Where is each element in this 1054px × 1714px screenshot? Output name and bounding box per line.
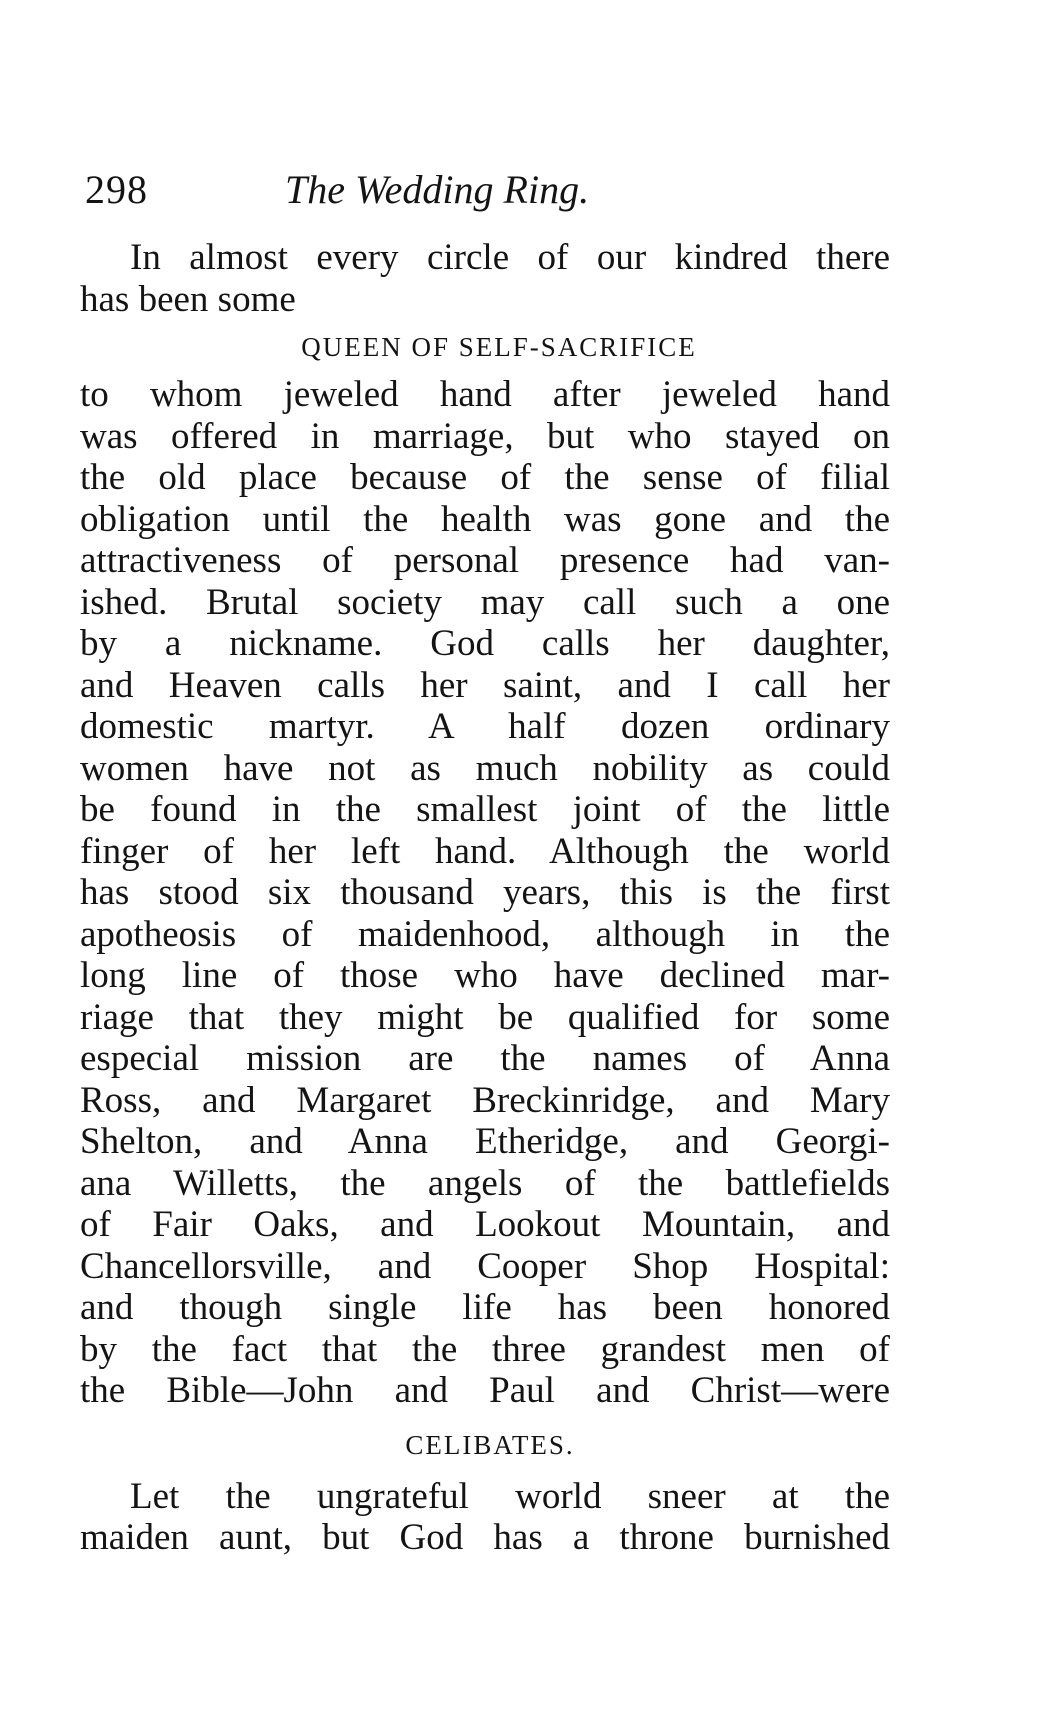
paragraph-2 xyxy=(80,374,890,1412)
text-line: especial mission are the names of Anna xyxy=(80,1038,890,1079)
text-line: maiden aunt, but God has a throne burnished xyxy=(80,1517,890,1558)
text-line: obligation until the health was gone and the xyxy=(80,498,890,540)
text-line: In almost every circle of our kindred there xyxy=(130,237,890,278)
text-line: domestic martyr. A half dozen ordinary xyxy=(80,706,890,747)
text-line: Ross, and Margaret Breckinridge, and Mary xyxy=(80,1079,890,1121)
text-line: Chancellorsville, and Cooper Shop Hospital: xyxy=(80,1245,890,1287)
text-line: ana Willetts, the angels of the battlefields xyxy=(80,1162,890,1204)
text-line: riage that they might be qualified for some xyxy=(80,996,890,1038)
section-heading-celibates: CELIBATES. xyxy=(405,1429,575,1460)
text-line: ished. Brutal society may call such a one xyxy=(80,581,890,623)
text-line: to whom jeweled hand after jeweled hand xyxy=(80,374,890,415)
book-title: The Wedding Ring. xyxy=(285,167,590,212)
paragraph-3 xyxy=(80,1476,890,1559)
text-line: Let the ungrateful world sneer at the xyxy=(130,1475,890,1517)
text-line: apotheosis of maidenhood, although in the xyxy=(80,913,890,955)
text-line: attractiveness of personal presence had van- xyxy=(80,540,890,581)
text-line: of Fair Oaks, and Lookout Mountain, and xyxy=(80,1204,890,1245)
body-text xyxy=(80,237,890,1559)
text-line: has been some xyxy=(80,278,296,320)
text-line: long line of those who have declined mar- xyxy=(80,955,890,996)
text-line: women have not as much nobility as could xyxy=(80,747,890,789)
text-line: the Bible—John and Paul and Christ—were xyxy=(80,1370,890,1411)
text-line: and though single life has been honored xyxy=(80,1287,890,1328)
text-line: Shelton, and Anna Etheridge, and Georgi- xyxy=(80,1121,890,1162)
running-head xyxy=(80,162,890,218)
text-line: and Heaven calls her saint, and I call her xyxy=(80,664,890,706)
page-number: 298 xyxy=(85,167,148,212)
text-line: by the fact that the three grandest men of xyxy=(80,1328,890,1370)
text-line: has stood six thousand years, this is the first xyxy=(80,872,890,913)
text-line: be found in the smallest joint of the little xyxy=(80,789,890,830)
text-line: finger of her left hand. Although the world xyxy=(80,830,890,872)
text-line: the old place because of the sense of filial xyxy=(80,457,890,498)
text-line: by a nickname. God calls her daughter, xyxy=(80,623,890,664)
text-line: was offered in marriage, but who stayed on xyxy=(80,415,890,457)
paragraph-1 xyxy=(80,237,890,320)
section-heading-queen-of-self-sacrifice: QUEEN OF SELF-SACRIFICE xyxy=(301,332,697,362)
